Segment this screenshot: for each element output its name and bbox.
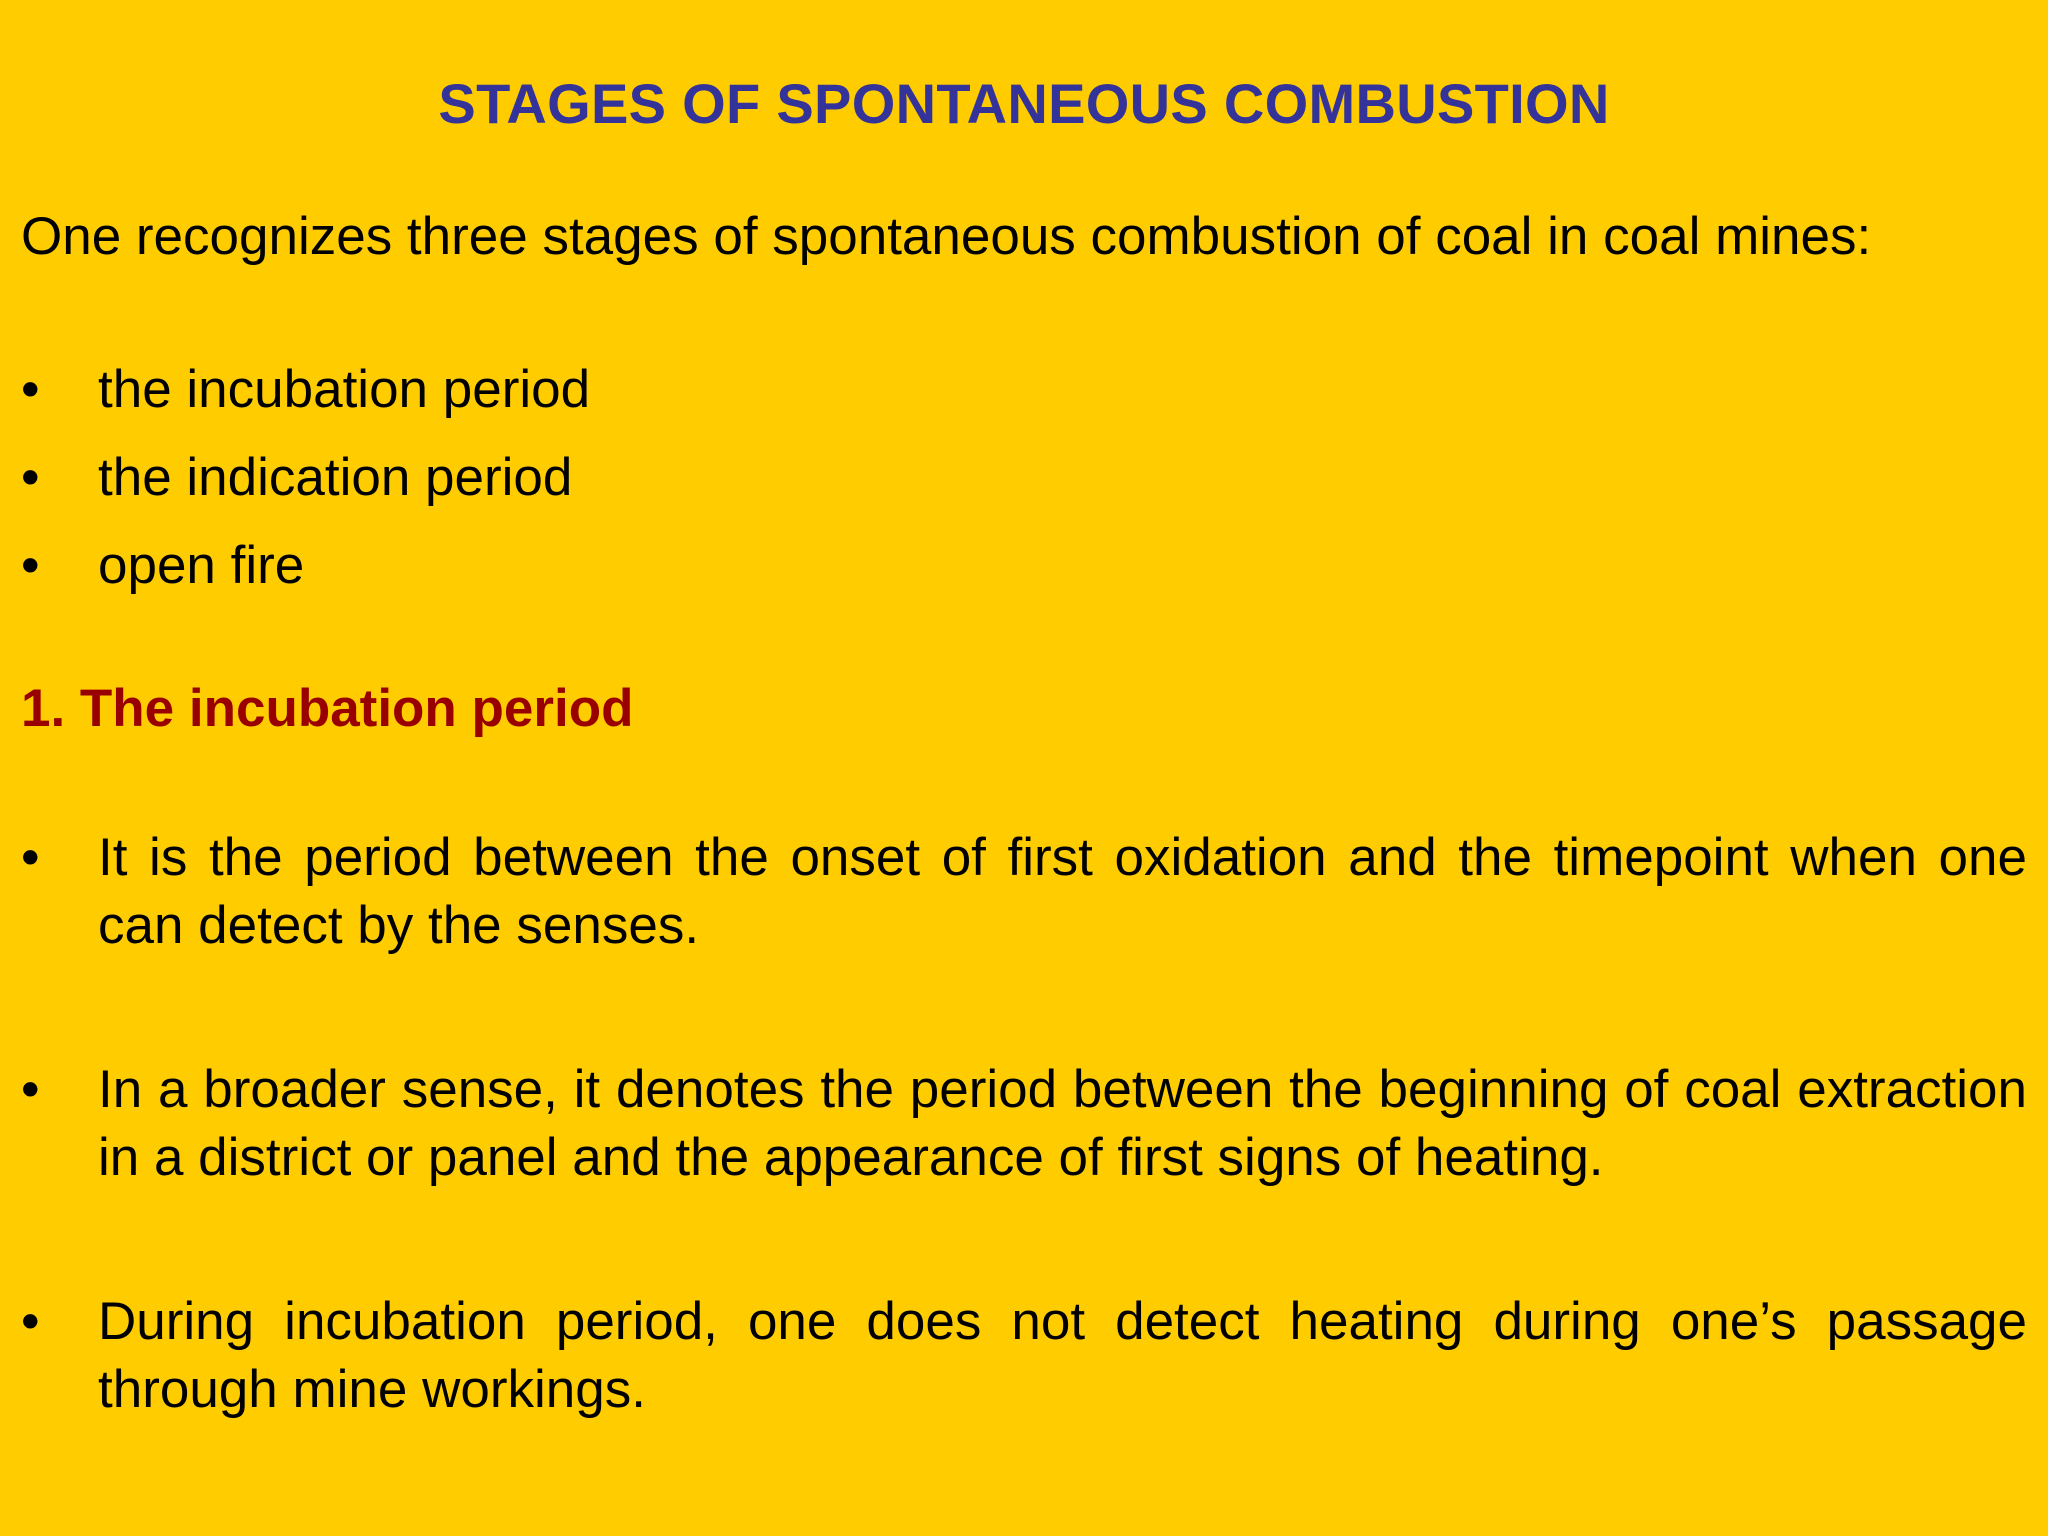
section-point-text: In a broader sense, it denotes the period between the beginning of coal extraction in a district or panel and the appearance of first signs of heating. — [98, 1060, 2027, 1187]
bullet-icon: • — [21, 828, 40, 887]
stage-label: the incubation period — [98, 360, 591, 419]
slide-title: STAGES OF SPONTANEOUS COMBUSTION — [438, 72, 1610, 135]
section-point — [21, 1056, 2027, 1192]
section-point — [21, 824, 2027, 960]
bullet-icon: • — [21, 1060, 40, 1119]
section-point-text: It is the period between the onset of first oxidation and the timepoint when one can detect by the senses. — [98, 828, 2027, 955]
bullet-icon: • — [21, 448, 40, 507]
stage-label: the indication period — [98, 448, 573, 507]
bullet-icon: • — [21, 360, 40, 419]
section-point-text: During incubation period, one does not detect heating during one’s passage through mine workings. — [98, 1292, 2027, 1419]
stage-label: open fire — [98, 536, 305, 595]
section-heading: 1. The incubation period — [21, 679, 634, 738]
section-point — [21, 1288, 2027, 1424]
intro-text: One recognizes three stages of spontaneous combustion of coal in coal mines: — [21, 207, 1872, 266]
bullet-icon: • — [21, 536, 40, 595]
bullet-icon: • — [21, 1292, 40, 1351]
